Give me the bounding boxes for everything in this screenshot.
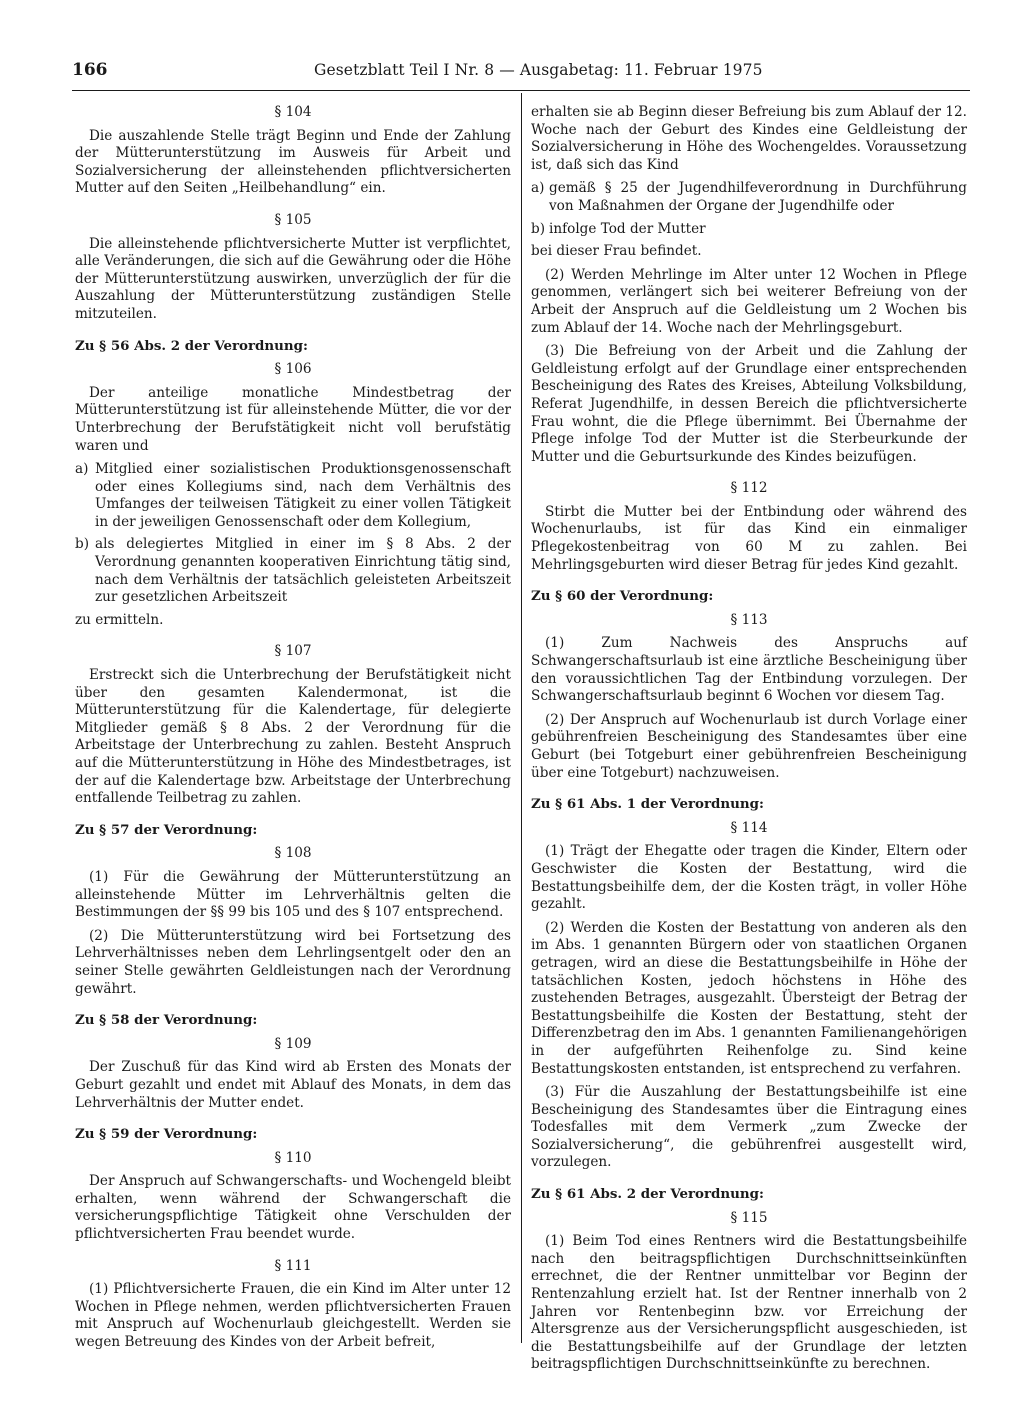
zu-59-heading: Zu § 59 der Verordnung: [75,1126,258,1143]
section-108-paragraph-1: (1) Für die Gewährung der Mütterunterstützung an alleinstehende Mütter im Lehrverhältnis gelten die Bestimmungen der §§ 99 bis 105 und des § 107 entsprechend. [75,868,511,921]
section-106-paragraph: Der anteilige monatliche Mindestbetrag der Mütterunterstützung ist für alleinstehende Mütter, die vor der Unterbrechung der Berufstätigkeit nicht voll berufstätig waren und [75,384,511,454]
section-107-paragraph: Erstreckt sich die Unterbrechung der Berufstätigkeit nicht über den gesamten Kalendermonat, ist die Mütterunterstützung für die Kalendertage, für delegierte Mitglieder gemäß § 8 Abs. 2 der Verordnung für die Arbeitstage der Unterbrechung zu zahlen. Besteht Anspruch auf die Mütterunterstützung in Höhe des Mindestbetrages, ist der auf die Kalendertage bzw. Arbeitstage der Unterbrechung entfallende Teilbetrag zu zahlen. [75,667,511,807]
left-column [75,104,511,1358]
section-104-heading: § 104 [274,104,312,120]
section-111-item-a [531,180,967,215]
section-106-item-a [75,461,511,531]
item-label: b) [531,220,546,237]
section-110-heading: § 110 [274,1149,312,1166]
right-column [531,104,967,1380]
section-111-paragraph-2: (2) Werden Mehrlinge im Alter unter 12 Wochen in Pflege genommen, verlängert sich bei weiterer Befreiung von der Arbeit der Anspruch auf die Geldleistung um 2 Wochen bis zum Ablauf der 14. Woche nach der Mehrlingsgeburt. [531,266,967,336]
section-113-paragraph-2: (2) Der Anspruch auf Wochenurlaub ist durch Vorlage einer gebührenfreien Bescheinigung des Standesamtes über eine Geburt (bei Totgeburt einer gebührenfreien Bescheinigung über eine Totgeburt) nachzuweisen. [531,711,967,781]
section-106-heading: § 106 [274,361,312,378]
section-111-paragraph-1: (1) Pflichtversicherte Frauen, die ein Kind im Alter unter 12 Wochen in Pflege nehmen, werden pflichtversicherten Frauen mit Anspruch auf Wochenurlaub gleichgestellt. Werden sie wegen Betreuung des Kindes von der Arbeit befreit, [75,1281,511,1351]
item-text: infolge Tod der Mutter [549,220,706,237]
zu-61-2-heading: Zu § 61 Abs. 2 der Verordnung: [531,1186,764,1203]
item-label: a) [531,180,545,197]
zu-61-1-heading: Zu § 61 Abs. 1 der Verordnung: [531,796,764,813]
section-115-paragraph-1: (1) Beim Tod eines Rentners wird die Bestattungsbeihilfe nach den beitragspflichtigen Durchschnittseinkünften errechnet, die der Rentner unmittelbar vor Beginn der Rentenzahlung erzielt hat. Ist der Rentner innerhalb von 2 Jahren vor Rentenbeginn bzw. vor Erreichung der Altersgrenze aus der Versicherungspflicht ausgeschieden, ist die Bestattungsbeihilfe auf der Grundlage der letzten beitragspflichtigen Durchschnittseinkünfte zu berechnen. [531,1233,967,1373]
item-text: Mitglied einer sozialistischen Produktionsgenossenschaft oder eines Kollegiums sind, nach dem Verhältnis des Umfanges der teilweisen Tätigkeit zu einer vollen Tätigkeit in der jeweiligen Genossenschaft oder dem Kollegium, [95,461,511,530]
item-label: b) [75,536,90,553]
section-114-heading: § 114 [730,819,768,836]
section-105-paragraph: Die alleinstehende pflichtversicherte Mutter ist verpflichtet, alle Veränderungen, die sich auf die Gewährung oder die Höhe der Mütterunterstützung auswirken, unverzüglich der für die Auszahlung der Mütterunterstützung zuständigen Stelle mitzuteilen. [75,235,511,322]
section-115-heading: § 115 [730,1209,768,1226]
section-113-heading: § 113 [730,611,768,628]
section-106-tail: zu ermitteln. [75,611,164,628]
section-111-tail: bei dieser Frau befindet. [531,243,702,260]
zu-60-heading: Zu § 60 der Verordnung: [531,588,714,605]
item-text: gemäß § 25 der Jugendhilfeverordnung in Durchführung von Maßnahmen der Organe der Jugendhilfe oder [549,180,967,214]
item-label: a) [75,461,89,478]
section-108-paragraph-2: (2) Die Mütterunterstützung wird bei Fortsetzung des Lehrverhältnisses neben dem Lehrlingsentgelt oder den an seiner Stelle gewährten Geldleistungen nach der Verordnung gewährt. [75,927,511,997]
item-text: als delegiertes Mitglied in einer im § 8 Abs. 2 der Verordnung genannten kooperativen Einrichtung tätig sind, nach dem Verhältnis der tatsächlich geleisteten Arbeitszeit zur gesetzlichen Arbeitszeit [95,536,511,606]
page-header [72,60,970,84]
section-111-continuation: erhalten sie ab Beginn dieser Befreiung bis zum Ablauf der 12. Woche nach der Geburt des Kindes eine Geldleistung der Sozialversicherung in Höhe des Wochengeldes. Voraussetzung ist, daß sich das Kind [531,104,967,173]
column-divider [521,93,522,1343]
section-114-paragraph-3: (3) Für die Auszahlung der Bestattungsbeihilfe ist eine Bescheinigung des Standesamtes über die Eintragung eines Todesfalles mit dem Vermerk „zum Zwecke der Sozialversicherung“, die gebührenfrei ausgestellt wird, vorzulegen. [531,1084,967,1171]
section-109-paragraph: Der Zuschuß für das Kind wird ab Ersten des Monats der Geburt gezahlt und endet mit Ablauf des Monats, in dem das Lehrverhältnis der Mutter endet. [75,1059,511,1111]
section-107-heading: § 107 [274,643,312,660]
header-title: Gesetzblatt Teil I Nr. 8 — Ausgabetag: 11. Februar 1975 [314,61,763,79]
section-111-heading: § 111 [274,1257,312,1274]
section-106-item-b [75,536,511,606]
section-111-item-b [531,221,967,239]
section-111-paragraph-3: (3) Die Befreiung von der Arbeit und die Zahlung der Geldleistung erfolgt auf der Grundlage einer entsprechenden Bescheinigung des Rates des Kreises, Abteilung Volksbildung, Referat Jugendhilfe, in dessen Bereich die pflichtversicherte Frau wohnt, die die Pflege übernimmt. Bei Übernahme der Pflege infolge Tod der Mutter ist die Sterbeurkunde der Mutter und die Geburtsurkunde des Kindes beizufügen. [531,343,967,465]
section-112-heading: § 112 [730,480,768,497]
section-113-paragraph-1: (1) Zum Nachweis des Anspruchs auf Schwangerschaftsurlaub ist eine ärztliche Bescheinigung über den voraussichtlichen Tag der Entbindung vorzulegen. Der Schwangerschaftsurlaub beginnt 6 Wochen vor diesem Tag. [531,635,967,705]
section-104-paragraph: Die auszahlende Stelle trägt Beginn und Ende der Zahlung der Mütterunterstützung im Ausweis für Arbeit und Sozialversicherung der alleinstehenden pflichtversicherten Mutter auf den Seiten „Heilbehandlung“ ein. [75,127,511,197]
section-114-paragraph-1: (1) Trägt der Ehegatte oder tragen die Kinder, Eltern oder Geschwister die Kosten der Bestattung, wird die Bestattungsbeihilfe dem, der die Kosten trägt, in voller Höhe gezahlt. [531,843,967,913]
header-rule [72,90,970,91]
section-110-paragraph: Der Anspruch auf Schwangerschafts- und Wochengeld bleibt erhalten, wenn während der Schwangerschaft die versicherungspflichtige Tätigkeit ohne Verschulden der pflichtversicherten Frau beendet wurde. [75,1173,511,1243]
section-108-heading: § 108 [274,845,312,862]
section-112-paragraph: Stirbt die Mutter bei der Entbindung oder während des Wochenurlaubs, ist für das Kind ein einmaliger Pflegekostenbeitrag von 60 M zu zahlen. Bei Mehrlingsgeburten wird dieser Betrag für jedes Kind gezahlt. [531,503,967,573]
section-114-paragraph-2: (2) Werden die Kosten der Bestattung von anderen als den im Abs. 1 genannten Bürgern oder von staatlichen Organen getragen, wird an diese die Bestattungsbeihilfe in Höhe der tatsächlichen Kosten, jedoch höchstens in Höhe des zustehenden Betrages, ausgezahlt. Übersteigt der Betrag der Bestattungsbeihilfe die Kosten der Bestattung, steht der Differenzbetrag den im Abs. 1 genannten Familienangehörigen in der aufgeführten Reihenfolge zu. Sind keine Bestattungskosten entstanden, ist entsprechend zu verfahren. [531,919,967,1077]
page-number: 166 [72,60,108,80]
zu-57-heading: Zu § 57 der Verordnung: [75,821,258,838]
zu-56-heading: Zu § 56 Abs. 2 der Verordnung: [75,337,308,354]
section-109-heading: § 109 [274,1035,312,1052]
zu-58-heading: Zu § 58 der Verordnung: [75,1012,258,1029]
section-105-heading: § 105 [274,211,312,228]
